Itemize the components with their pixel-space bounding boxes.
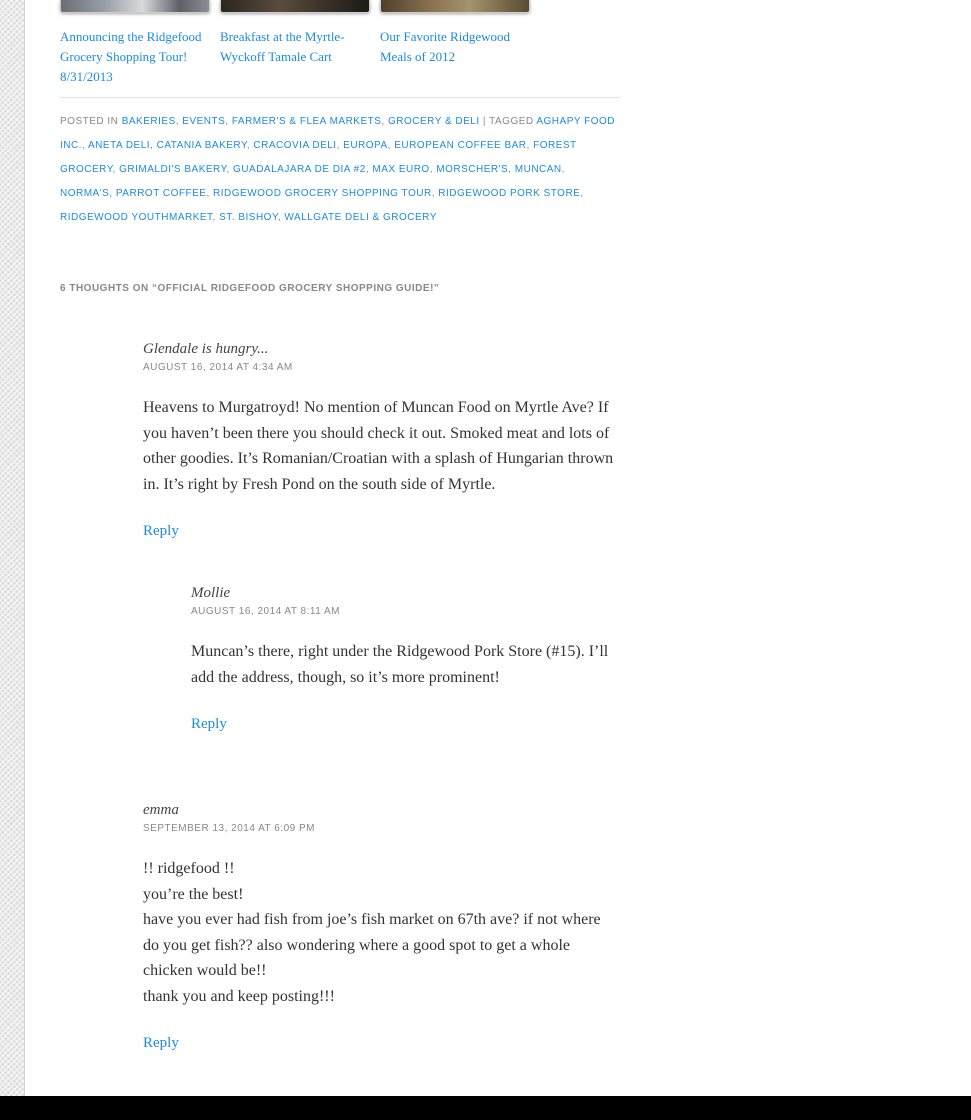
category-link[interactable]: FARMER'S & FLEA MARKETS (231, 116, 382, 127)
tag-link[interactable]: MUNCAN (514, 164, 562, 175)
footer-bar (0, 1096, 971, 1120)
comment-paragraph: Heavens to Murgatroyd! No mention of Muncan Food on Myrtle Ave? If you haven’t been there you should check it out. Smoked meat and lots of other goodies. It’s Romanian/Croatian with a splash of Hungarian thrown in. It’s right by Fresh Pond on the south side of Myrtle. (143, 399, 614, 493)
comment-date-link[interactable]: AUGUST 16, 2014 AT 8:11 AM (191, 606, 341, 617)
comment-author: Glendale is hungry... (143, 341, 269, 357)
tag-link[interactable]: AGHAPY FOOD INC. (60, 116, 616, 151)
comments-title: 6 THOUGHTS ON “OFFICIAL RIDGEFOOD GROCERY SHOPPING GUIDE!” (60, 283, 440, 294)
posted-in-label: POSTED IN (60, 116, 119, 127)
reply-link[interactable]: Reply (143, 1035, 179, 1051)
tag-link[interactable]: EUROPA (343, 140, 388, 151)
related-post[interactable] (380, 0, 530, 67)
comment-body (143, 395, 620, 497)
tag-link[interactable]: GUADALAJARA DE DIA #2 (233, 164, 366, 175)
tag-link[interactable]: GRIMALDI'S BAKERY (119, 164, 227, 175)
comment (143, 339, 620, 541)
post-meta: POSTED IN BAKERIES, EVENTS, FARMER'S & FLEA MARKETS, GROCERY & DELI | TAGGED AGHAPY FOOD INC., ANETA DELI, CATANIA BAKERY, CRACOVIA DELI, EUROPA, EUROPEAN COFFEE BAR, FOREST GROCERY, GRIMALDI'S BAKERY, GUADALAJARA DE DIA #2, MAX EURO, MORSCHER'S, MUNCAN, NORMA'S, PARROT COFFEE, RIDGEWOOD GROCERY SHOPPING TOUR, RIDGEWOOD PORK STORE, RIDGEWOOD YOUTHMARKET, ST. BISHOY, WALLGATE DELI & GROCERY (60, 116, 616, 223)
category-link[interactable]: GROCERY & DELI (387, 116, 480, 127)
tag-link[interactable]: RIDGEWOOD YOUTHMARKET (60, 212, 213, 223)
tag-link[interactable]: CATANIA BAKERY (156, 140, 247, 151)
comment-paragraph: you’re the best! (143, 885, 244, 903)
comment-paragraph: thank you and keep posting!!! (143, 987, 335, 1005)
comment-reply (191, 583, 620, 734)
related-post-thumbnail[interactable] (380, 0, 530, 13)
tag-link[interactable]: ANETA DELI (88, 140, 151, 151)
related-post-thumbnail[interactable] (60, 0, 210, 13)
tag-link[interactable]: MAX EURO (372, 164, 430, 175)
comment-author: Mollie (191, 585, 231, 601)
post-content-area (60, 0, 620, 1051)
tag-link[interactable]: EUROPEAN COFFEE BAR (394, 140, 527, 151)
comment-date-link[interactable]: AUGUST 16, 2014 AT 4:34 AM (143, 362, 293, 373)
category-link[interactable]: BAKERIES (121, 116, 176, 127)
related-post[interactable] (220, 0, 370, 67)
divider (60, 97, 620, 98)
comment-paragraph: !! ridgefood !! (143, 860, 235, 877)
category-link[interactable]: EVENTS (182, 116, 226, 127)
tag-link[interactable]: RIDGEWOOD GROCERY SHOPPING TOUR (213, 188, 432, 199)
related-post-link[interactable]: Announcing the Ridgefood Grocery Shopping Tour! 8/31/2013 (60, 29, 202, 84)
tag-link[interactable]: WALLGATE DELI & GROCERY (284, 212, 437, 223)
related-post-link[interactable]: Breakfast at the Myrtle-Wyckoff Tamale Cart (220, 29, 345, 64)
related-post[interactable] (60, 0, 210, 87)
tagged-label: TAGGED (489, 116, 534, 127)
reply-link[interactable]: Reply (191, 716, 227, 732)
related-post-thumbnail[interactable] (220, 0, 370, 13)
related-post-link[interactable]: Our Favorite Ridgewood Meals of 2012 (380, 29, 510, 64)
comment-body (143, 856, 620, 1009)
tag-link[interactable]: MORSCHER'S (436, 164, 509, 175)
comment (143, 800, 620, 1053)
tag-link[interactable]: RIDGEWOOD PORK STORE (438, 188, 581, 199)
tag-link[interactable]: NORMA'S (60, 188, 110, 199)
tag-link[interactable]: PARROT COFFEE (115, 188, 207, 199)
comment-paragraph: Muncan’s there, right under the Ridgewood Pork Store (#15). I’ll add the address, though, so it’s more prominent! (191, 643, 609, 686)
tag-link[interactable]: ST. BISHOY (219, 212, 278, 223)
reply-link[interactable]: Reply (143, 523, 179, 539)
related-posts (60, 0, 620, 96)
background-texture-strip (0, 0, 25, 1096)
tag-link[interactable]: CRACOVIA DELI (253, 140, 337, 151)
tag-link[interactable]: FOREST GROCERY (60, 140, 577, 175)
comment-date-link[interactable]: SEPTEMBER 13, 2014 AT 6:09 PM (143, 823, 315, 834)
comment-author: emma (143, 802, 179, 818)
comment-body (191, 639, 620, 690)
comment-paragraph: have you ever had fish from joe’s fish market on 67th ave? if not where do you get fish?? also wondering where a good spot to get a whole chicken would be!! (143, 911, 601, 979)
